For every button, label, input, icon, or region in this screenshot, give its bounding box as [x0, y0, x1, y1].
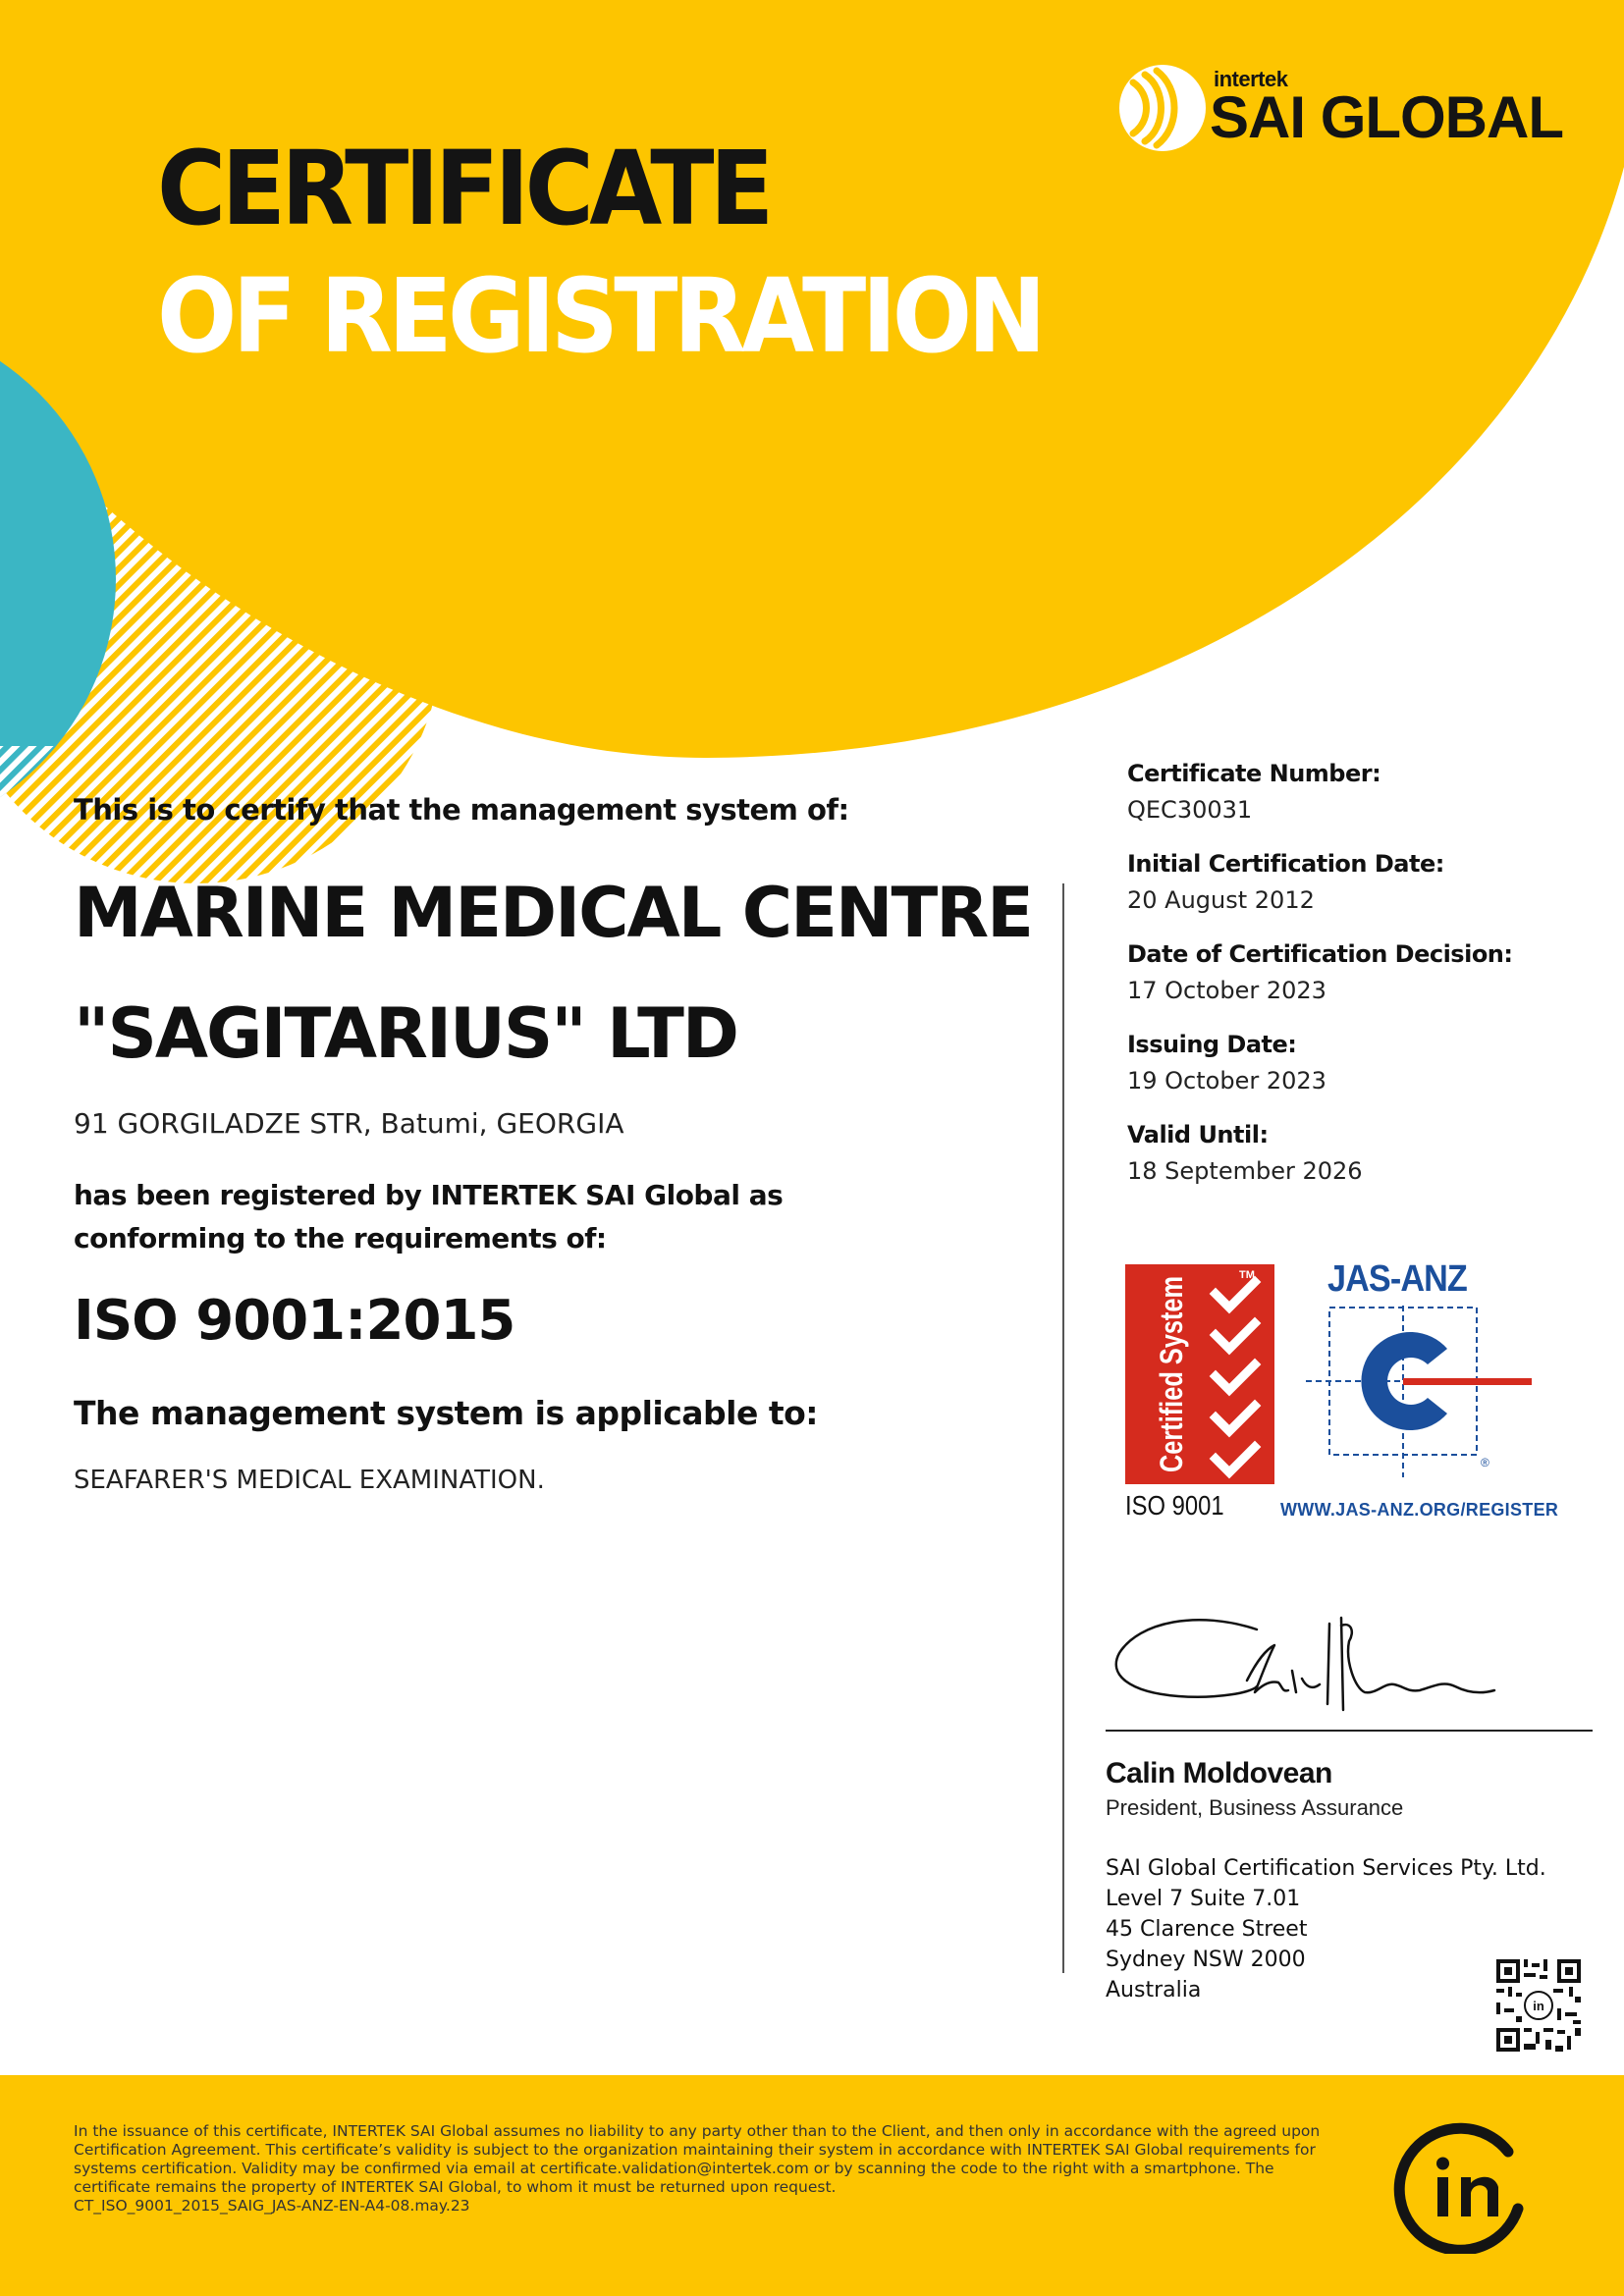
certificate-title: CERTIFICATE	[157, 129, 770, 248]
detail-value: 18 September 2026	[1127, 1157, 1363, 1185]
org-address-line: Sydney NSW 2000	[1106, 1948, 1306, 1972]
disclaimer-line: Certification Agreement. This certificate’s validity is subject to the organization maintaining their system in accordance with INTERTEK SAI Global requirements for	[74, 2141, 1316, 2159]
vertical-divider	[1062, 883, 1064, 1973]
org-address-line: 45 Clarence Street	[1106, 1917, 1308, 1942]
certified-system-mark	[1125, 1264, 1274, 1484]
detail-label: Certificate Number:	[1127, 760, 1381, 787]
jas-anz-c-icon	[1306, 1306, 1532, 1492]
registered-statement: has been registered by INTERTEK SAI Global as conforming to the requirements of:	[74, 1179, 784, 1255]
certificate-details	[1127, 756, 1559, 1207]
disclaimer-line: In the issuance of this certificate, INTERTEK SAI Global assumes no liability to any party other than to the Client, and then only in accordance with the agreed upon	[74, 2122, 1321, 2140]
detail-value: 17 October 2023	[1127, 977, 1326, 1004]
detail-initial-certification-date	[1127, 846, 1559, 919]
company-address: 91 GORGILADZE STR, Batumi, GEORGIA	[74, 1107, 624, 1140]
qr-code-icon[interactable]	[1494, 1957, 1583, 2054]
detail-label: Initial Certification Date:	[1127, 850, 1444, 878]
iso-standard: ISO 9001:2015	[74, 1289, 515, 1353]
document-code: CT_ISO_9001_2015_SAIG_JAS-ANZ-EN-A4-08.may.23	[74, 2197, 470, 2215]
detail-certificate-number	[1127, 756, 1559, 828]
signatory-name: Calin Moldovean	[1106, 1757, 1332, 1789]
disclaimer-line: certificate remains the property of INTERTEK SAI Global, to whom it must be returned upon request.	[74, 2178, 837, 2196]
signature-line	[1106, 1730, 1593, 1732]
detail-valid-until	[1127, 1117, 1559, 1190]
applicable-heading: The management system is applicable to:	[74, 1394, 818, 1432]
certified-system-label: Certified System	[1154, 1264, 1189, 1472]
detail-value: 20 August 2012	[1127, 886, 1315, 914]
svg-text:in: in	[1533, 1999, 1544, 2013]
jas-anz-register-link[interactable]: WWW.JAS-ANZ.ORG/REGISTER	[1280, 1500, 1559, 1520]
signature-image	[1110, 1602, 1522, 1730]
certify-lead-text: This is to certify that the management system of:	[74, 793, 849, 827]
org-address-line: SAI Global Certification Services Pty. Ltd.	[1106, 1856, 1546, 1881]
trademark-label: TM	[1239, 1269, 1255, 1281]
detail-label: Valid Until:	[1127, 1121, 1269, 1148]
signatory-title: President, Business Assurance	[1106, 1795, 1404, 1820]
detail-label: Issuing Date:	[1127, 1031, 1297, 1058]
jas-anz-title: JAS-ANZ	[1327, 1258, 1467, 1300]
company-name-line1: MARINE MEDICAL CENTRE	[74, 873, 1032, 953]
brand-intertek: intertek	[1214, 67, 1288, 91]
detail-certification-decision-date	[1127, 936, 1559, 1009]
intertek-in-logo-icon	[1392, 2116, 1530, 2254]
registration-subtitle: OF REGISTRATION	[157, 256, 1042, 376]
sai-global-logo-icon	[1115, 61, 1210, 155]
organization-address	[1106, 1853, 1546, 2005]
scope-text: SEAFARER'S MEDICAL EXAMINATION.	[74, 1466, 545, 1495]
detail-value: QEC30031	[1127, 796, 1253, 824]
company-name-line2: "SAGITARIUS" LTD	[74, 993, 737, 1074]
org-address-line: Level 7 Suite 7.01	[1106, 1887, 1301, 1911]
registered-mark: ®	[1481, 1456, 1489, 1469]
detail-label: Date of Certification Decision:	[1127, 940, 1513, 968]
detail-issuing-date	[1127, 1027, 1559, 1099]
certified-system-checks-icon	[1125, 1264, 1274, 1484]
org-address-line: Australia	[1106, 1978, 1202, 2002]
iso-9001-label: ISO 9001	[1125, 1490, 1224, 1521]
brand-sai-global: SAI GLOBAL	[1210, 84, 1563, 150]
disclaimer-line: systems certification. Validity may be confirmed via email at certificate.validation@intertek.com or by scanning the code to the right with a smartphone. The	[74, 2160, 1274, 2177]
detail-value: 19 October 2023	[1127, 1067, 1326, 1095]
footer-disclaimer	[74, 2122, 1340, 2216]
